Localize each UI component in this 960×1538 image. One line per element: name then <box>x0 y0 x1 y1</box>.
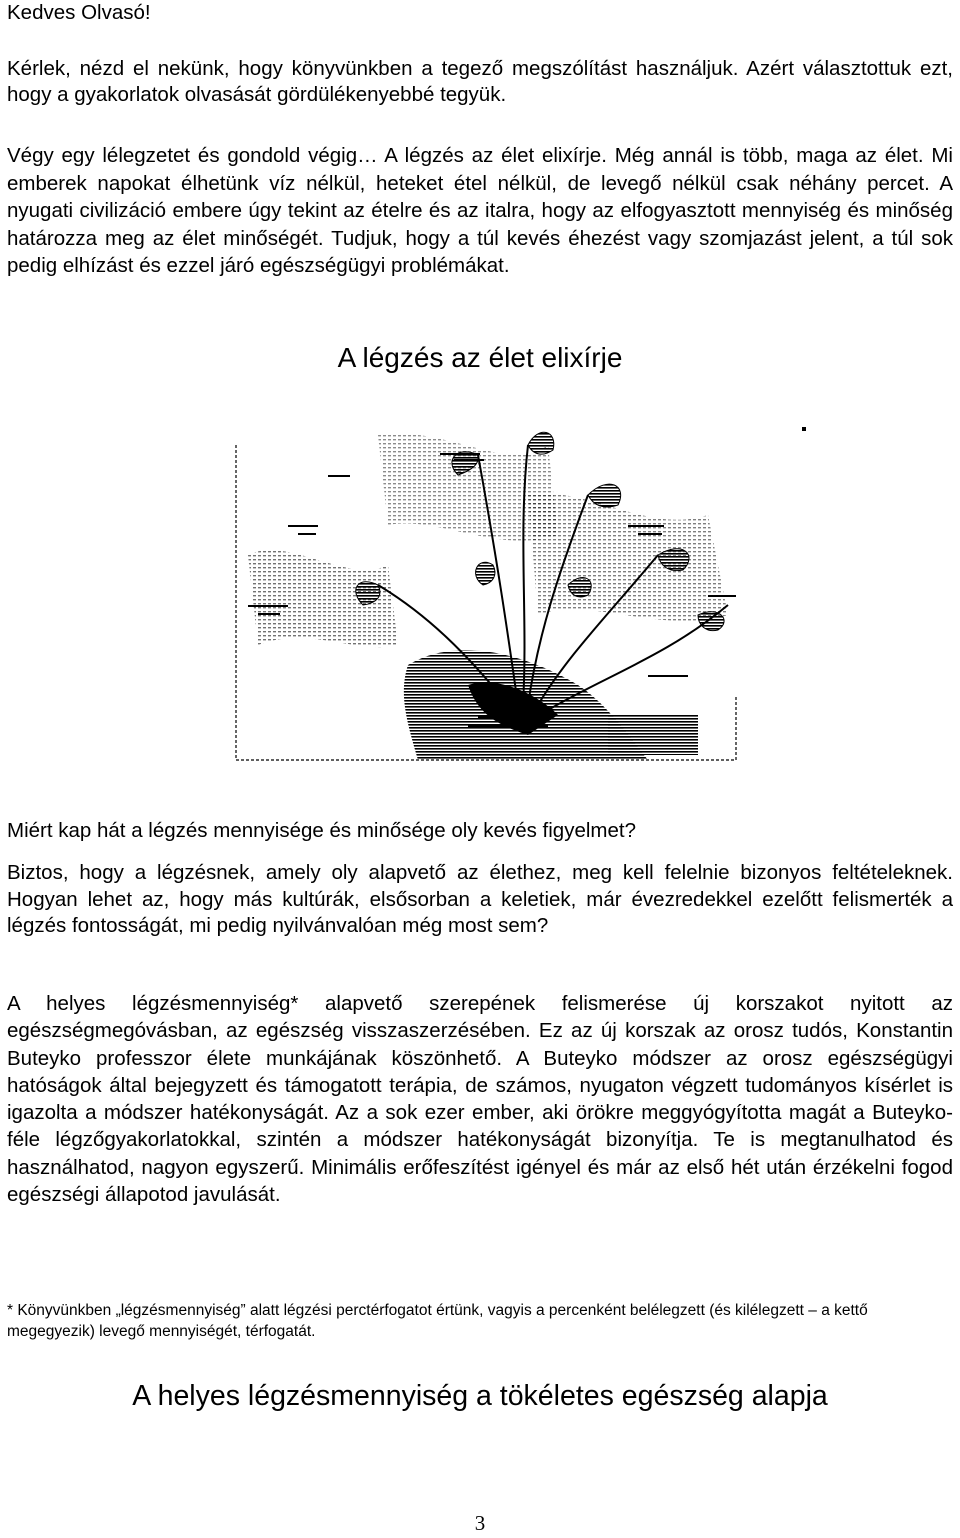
buteyko-paragraph: A helyes légzésmennyiség* alapvető szerepének felismerése új korszakot nyitott az egészségmegóvásban, az egészség visszaszerzésében. Ez az új korszak az orosz tudós, Konstantin Buteyko professzor élete munkájának köszönhető. A Buteyko módszer az orosz egészségügyi hatóságok által bejegyzett és támogatott terápia, de számos, nyugaton végzett tudományos kísérlet is igazolta a módszer hatékonyságát. Az a sok ezer ember, aki örökre meggyógyította magát a Buteyko-féle légzőgyakorlatokkal, szintén a módszer hatékonyságát bizonyítja. Te is megtanulhatod és használhatod, nagyon egyszerű. Minimális erőfeszítést igényel és már az első hét után érzékelni fogod egészségi állapotod javulását. <box>7 992 953 1207</box>
cultures-paragraph: Biztos, hogy a légzésnek, amely oly alapvető az élethez, meg kell felelnie bizonyos feltételeknek. Hogyan lehet az, hogy más kultúrák, elsősorban a keletiek, már évezredekkel ezelőtt felismerték a légzés fontosságát, mi pedig nyilvánvalóan még most sem? <box>7 861 953 937</box>
breathing-paragraph: Végy egy lélegzetet és gondold végig… A légzés az élet elixírje. Még annál is több, maga az élet. Mi emberek napokat élhetünk víz nélkül, heteket étel nélkül, de levegő nélkül csak néhány percet. A nyugati civilizáció embere úgy tekint az ételre és az italra, hogy az elfogyasztott mennyiség és minőség határozza meg az élet minőségét. Tudjuk, hogy a túl kevés éhezést vagy szomjazást jelent, a túl sok pedig elhízást és ezzel járó egészségügyi problémákat. <box>7 144 953 277</box>
plant-illustration <box>228 415 740 765</box>
greeting: Kedves Olvasó! <box>7 1 151 24</box>
speck-mark <box>802 427 806 431</box>
section-heading-health: A helyes légzésmennyiség a tökéletes egészség alapja <box>132 1380 828 1412</box>
page-number: 3 <box>474 1511 486 1535</box>
footnote: * Könyvünkben „légzésmennyiség” alatt légzési perctérfogatot értünk, vagyis a percenként belélegzett (és kilélegzett – a kettő megegyezik) levegő mennyiségét, térfogatát. <box>7 1302 868 1340</box>
section-heading-elixir: A légzés az élet elixírje <box>337 342 623 373</box>
intro-paragraph: Kérlek, nézd el nekünk, hogy könyvünkben a tegező megszólítást használjuk. Azért választottuk ezt, hogy a gyakorlatok olvasását gördülékenyebbé tegyük. <box>7 57 953 106</box>
question-line: Miért kap hát a légzés mennyisége és minősége oly kevés figyelmet? <box>7 819 636 842</box>
